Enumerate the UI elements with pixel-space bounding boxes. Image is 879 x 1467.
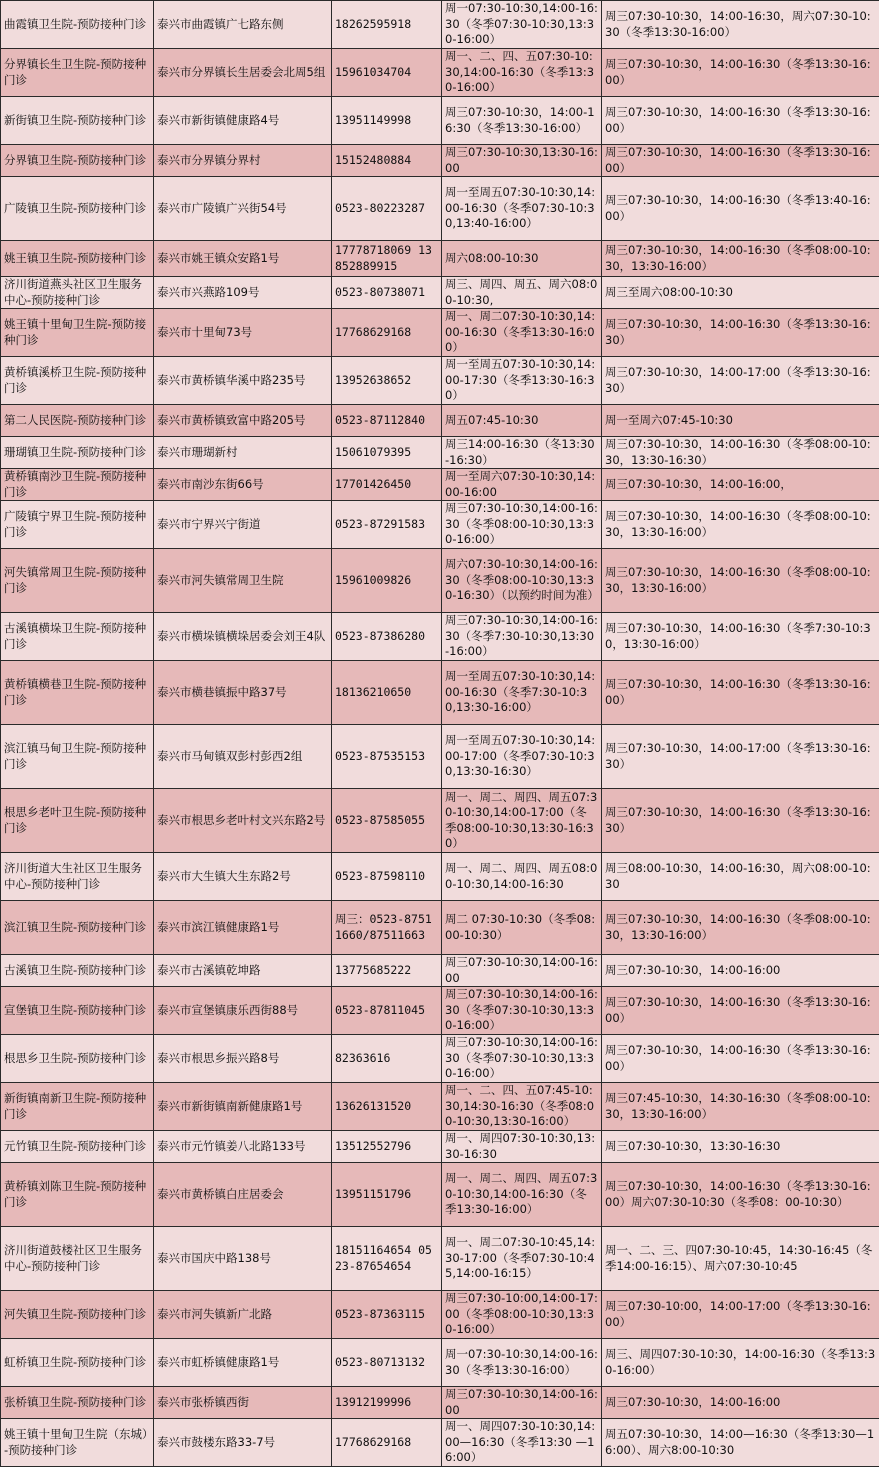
clinic-name-cell: 广陵镇宁界卫生院-预防接种门诊 xyxy=(1,501,154,549)
address-cell: 泰兴市横垛镇横垛居委会刘王4队 xyxy=(154,613,332,661)
hours2-cell: 周三07:30-10:30，14:00-16:30（冬季13:30-16:00） xyxy=(602,987,879,1035)
hours-cell: 周五07:45-10:30 xyxy=(442,405,602,437)
clinic-name-cell: 滨江镇马甸卫生院-预防接种门诊 xyxy=(1,725,154,789)
clinic-name-cell: 济川街道大生社区卫生服务中心-预防接种门诊 xyxy=(1,853,154,901)
hours-cell: 周一、二、四、五07:30-10:30,14:00-16:30（冬季13:30-16:00） xyxy=(442,49,602,97)
clinic-name-cell: 济川街道燕头社区卫生服务中心-预防接种门诊 xyxy=(1,277,154,309)
table-row xyxy=(1,725,879,789)
address-cell: 泰兴市黄桥镇致富中路205号 xyxy=(154,405,332,437)
hours-cell: 周三07:30-10:30，14:00-16:30（冬季13:30-16:00） xyxy=(442,97,602,145)
table-row xyxy=(1,901,879,955)
clinic-name-cell: 广陵镇卫生院-预防接种门诊 xyxy=(1,177,154,241)
table-row xyxy=(1,145,879,177)
table-row xyxy=(1,241,879,277)
clinic-name-cell: 古溪镇卫生院-预防接种门诊 xyxy=(1,955,154,987)
table-row xyxy=(1,1387,879,1419)
hours2-cell: 周三至周六08:00-10:30 xyxy=(602,277,879,309)
phone-cell: 13512552796 xyxy=(332,1131,442,1163)
phone-cell: 0523-87585055 xyxy=(332,789,442,853)
hours2-cell: 周三07:30-10:30，14:00-17:00（冬季13:30-16:30） xyxy=(602,357,879,405)
address-cell: 泰兴市大生镇大生东路2号 xyxy=(154,853,332,901)
address-cell: 泰兴市元竹镇姜八北路133号 xyxy=(154,1131,332,1163)
address-cell: 泰兴市古溪镇乾坤路 xyxy=(154,955,332,987)
clinic-name-cell: 分界镇长生卫生院-预防接种门诊 xyxy=(1,49,154,97)
phone-cell: 15961009826 xyxy=(332,549,442,613)
hours-cell: 周一、周四07:30-10:30,13:30-16:30 xyxy=(442,1131,602,1163)
hours-cell: 周三07:30-10:30,13:30-16:00 xyxy=(442,145,602,177)
phone-cell: 18262595918 xyxy=(332,1,442,49)
clinic-name-cell: 古溪镇横垛卫生院-预防接种门诊 xyxy=(1,613,154,661)
clinic-name-cell: 黄桥镇南沙卫生院-预防接种门诊 xyxy=(1,469,154,501)
table-row xyxy=(1,1291,879,1339)
hours2-cell: 周三07:30-10:30，14:00-16:30（冬季13:30-16:00） xyxy=(602,661,879,725)
clinic-name-cell: 黄桥镇溪桥卫生院-预防接种门诊 xyxy=(1,357,154,405)
address-cell: 泰兴市河失镇常周卫生院 xyxy=(154,549,332,613)
hours-cell: 周六07:30-10:30,14:00-16:30（冬季08:00-10:30,13:30-16:30）（以预约时间为准） xyxy=(442,549,602,613)
address-cell: 泰兴市黄桥镇华溪中路235号 xyxy=(154,357,332,405)
hours2-cell: 周三07:30-10:30，14:00-17:00（冬季13:30-16:30） xyxy=(602,725,879,789)
table-row xyxy=(1,1035,879,1083)
hours2-cell: 周三07:30-10:00，14:00-17:00（冬季13:30-16:00） xyxy=(602,1291,879,1339)
clinic-name-cell: 新街镇卫生院-预防接种门诊 xyxy=(1,97,154,145)
address-cell: 泰兴市马甸镇双彭村彭西2组 xyxy=(154,725,332,789)
hours-cell: 周一07:30-10:30,14:00-16:30（冬季07:30-10:30,13:30-16:00） xyxy=(442,1,602,49)
clinic-name-cell: 黄桥镇横巷卫生院-预防接种门诊 xyxy=(1,661,154,725)
hours2-cell: 周三07:30-10:30，14:00-16:30（冬季13:30-16:30） xyxy=(602,309,879,357)
hours-cell: 周三07:30-10:30,14:00-16:30（冬季08:00-10:30,13:30-16:00） xyxy=(442,501,602,549)
hours-cell: 周三14:00-16:30（冬13:30-16:30） xyxy=(442,437,602,469)
hours2-cell: 周一至周六07:45-10:30 xyxy=(602,405,879,437)
table-row xyxy=(1,97,879,145)
hours-cell: 周六08:00-10:30 xyxy=(442,241,602,277)
phone-cell: 13952638652 xyxy=(332,357,442,405)
clinic-name-cell: 河失镇卫生院-预防接种门诊 xyxy=(1,1291,154,1339)
address-cell: 泰兴市根思乡振兴路8号 xyxy=(154,1035,332,1083)
table-row xyxy=(1,1,879,49)
phone-cell: 17701426450 xyxy=(332,469,442,501)
hours2-cell: 周三07:45-10:30，14:30-16:30（冬季08:00-10:30，13:30-16:00） xyxy=(602,1083,879,1131)
hours2-cell: 周三07:30-10:30，14:00-16:30（冬季13:30-16:30） xyxy=(602,789,879,853)
hours-cell: 周一至周五07:30-10:30,14:00-17:00（冬季07:30-10:30,13:30-16:30） xyxy=(442,725,602,789)
hours2-cell: 周三07:30-10:30，14:00-16:30（冬季08:00-10:30，13:30-16:00） xyxy=(602,901,879,955)
table-row xyxy=(1,987,879,1035)
clinic-name-cell: 黄桥镇刘陈卫生院-预防接种门诊 xyxy=(1,1163,154,1227)
hours2-cell: 周三07:30-10:30，14:00-16:30（冬季08:00-10:30，13:30-16:00） xyxy=(602,501,879,549)
table-row xyxy=(1,501,879,549)
address-cell: 泰兴市宁界兴宁街道 xyxy=(154,501,332,549)
hours-cell: 周二 07:30-10:30（冬季08:00-10:30） xyxy=(442,901,602,955)
address-cell: 泰兴市十里甸73号 xyxy=(154,309,332,357)
address-cell: 泰兴市分界镇长生居委会北周5组 xyxy=(154,49,332,97)
hours-cell: 周一至周六07:30-10:30,14:00-16:00 xyxy=(442,469,602,501)
phone-cell: 15961034704 xyxy=(332,49,442,97)
clinic-name-cell: 根思乡老叶卫生院-预防接种门诊 xyxy=(1,789,154,853)
hours2-cell: 周三07:30-10:30，14:00-16:30，周六07:30-10:30（冬季13:30-16:00） xyxy=(602,1,879,49)
phone-cell: 0523-87535153 xyxy=(332,725,442,789)
phone-cell: 82363616 xyxy=(332,1035,442,1083)
hours-cell: 周一、周四07:30-10:30,14:00—16:30（冬季13:30 —16:00） xyxy=(442,1419,602,1467)
address-cell: 泰兴市分界镇分界村 xyxy=(154,145,332,177)
table-row xyxy=(1,789,879,853)
clinic-name-cell: 济川街道鼓楼社区卫生服务中心-预防接种门诊 xyxy=(1,1227,154,1291)
phone-cell: 0523-87386280 xyxy=(332,613,442,661)
address-cell: 泰兴市根思乡老叶村文兴东路2号 xyxy=(154,789,332,853)
phone-cell: 17778718069 13852889915 xyxy=(332,241,442,277)
address-cell: 泰兴市兴燕路109号 xyxy=(154,277,332,309)
phone-cell: 15152480884 xyxy=(332,145,442,177)
hours-cell: 周一、周二、周四、周五08:00-10:30,14:00-16:30 xyxy=(442,853,602,901)
hours-cell: 周一、周二07:30-10:30,14:00-16:30（冬季13:30-16:00） xyxy=(442,309,602,357)
clinic-name-cell: 曲霞镇卫生院-预防接种门诊 xyxy=(1,1,154,49)
phone-cell: 15061079395 xyxy=(332,437,442,469)
hours2-cell: 周三07:30-10:30，14:00-16:30（冬季08:00-10:30，13:30-16:30） xyxy=(602,437,879,469)
hours-cell: 周三、周四、周五、周六08:00-10:30, xyxy=(442,277,602,309)
address-cell: 泰兴市宣堡镇康乐西街88号 xyxy=(154,987,332,1035)
phone-cell: 0523-87598110 xyxy=(332,853,442,901)
hours-cell: 周三07:30-10:30,14:00-16:00 xyxy=(442,1387,602,1419)
hours2-cell: 周三07:30-10:30，14:00-16:30（冬季13:30-16:00） xyxy=(602,97,879,145)
hours-cell: 周一、二、四、五07:45-10:30,14:30-16:30（冬季08:00-10:30,13:30-16:00） xyxy=(442,1083,602,1131)
clinic-name-cell: 新街镇南新卫生院-预防接种门诊 xyxy=(1,1083,154,1131)
clinic-name-cell: 虹桥镇卫生院-预防接种门诊 xyxy=(1,1339,154,1387)
clinic-name-cell: 姚王镇十里甸卫生院（东城）-预防接种门诊 xyxy=(1,1419,154,1467)
table-row xyxy=(1,405,879,437)
address-cell: 泰兴市滨江镇健康路1号 xyxy=(154,901,332,955)
phone-cell: 13912199996 xyxy=(332,1387,442,1419)
table-row xyxy=(1,1339,879,1387)
phone-cell: 0523-80713132 xyxy=(332,1339,442,1387)
table-row xyxy=(1,309,879,357)
clinic-name-cell: 河失镇常周卫生院-预防接种门诊 xyxy=(1,549,154,613)
phone-cell: 17768629168 xyxy=(332,309,442,357)
hours2-cell: 周三07:30-10:30，14:00-16:30（冬季13:30-16:00） xyxy=(602,49,879,97)
address-cell: 泰兴市河失镇新广北路 xyxy=(154,1291,332,1339)
hours-cell: 周一、周二07:30-10:45,14:30-17:00（冬季07:30-10:45,14:00-16:15） xyxy=(442,1227,602,1291)
table-row xyxy=(1,1163,879,1227)
hours-cell: 周一、周二、周四、周五07:30-10:30,14:00-16:30（冬季13:30-16:00） xyxy=(442,1163,602,1227)
hours2-cell: 周三07:30-10:30，14:00-16:00 xyxy=(602,955,879,987)
table-row xyxy=(1,469,879,501)
hours2-cell: 周三07:30-10:30，14:00-16:30（冬季08:00-10:30，13:30-16:00） xyxy=(602,549,879,613)
hours-cell: 周三07:30-10:30,14:00-16:30（冬季07:30-10:30,13:30-16:00） xyxy=(442,1035,602,1083)
clinic-name-cell: 滨江镇卫生院-预防接种门诊 xyxy=(1,901,154,955)
clinic-name-cell: 元竹镇卫生院-预防接种门诊 xyxy=(1,1131,154,1163)
hours2-cell: 周三07:30-10:30，14:00-16:30（冬季08:00-10:30，13:30-16:00） xyxy=(602,241,879,277)
hours2-cell: 周五07:30-10:30，14:00—16:30（冬季13:30—16:00）、周六8:00-10:30 xyxy=(602,1419,879,1467)
phone-cell: 0523-87291583 xyxy=(332,501,442,549)
address-cell: 泰兴市鼓楼东路33-7号 xyxy=(154,1419,332,1467)
clinic-name-cell: 姚王镇十里甸卫生院-预防接种门诊 xyxy=(1,309,154,357)
clinic-table-body xyxy=(1,1,879,1467)
phone-cell: 17768629168 xyxy=(332,1419,442,1467)
address-cell: 泰兴市广陵镇广兴街54号 xyxy=(154,177,332,241)
table-row xyxy=(1,1419,879,1467)
phone-cell: 13951149998 xyxy=(332,97,442,145)
address-cell: 泰兴市南沙东街66号 xyxy=(154,469,332,501)
address-cell: 泰兴市横巷镇振中路37号 xyxy=(154,661,332,725)
hours2-cell: 周三07:30-10:30，14:00-16:30（冬季13:30-16:00） xyxy=(602,1035,879,1083)
hours-cell: 周三07:30-10:00,14:00-17:00（冬季08:00-10:30,13:30-16:00） xyxy=(442,1291,602,1339)
hours-cell: 周一、周二、周四、周五07:30-10:30,14:00-17:00（冬季08:00-10:30,13:30-16:30） xyxy=(442,789,602,853)
hours-cell: 周一至周五07:30-10:30,14:00-17:30（冬季13:30-16:30） xyxy=(442,357,602,405)
hours2-cell: 周一、二、三、四07:30-10:45，14:30-16:45（冬季14:00-16:15）、周六07:30-10:45 xyxy=(602,1227,879,1291)
hours-cell: 周三07:30-10:30,14:00-16:00 xyxy=(442,955,602,987)
phone-cell: 18151164654 0523-87654654 xyxy=(332,1227,442,1291)
hours2-cell: 周三08:00-10:30，14:00-16:30，周六08:00-10:30 xyxy=(602,853,879,901)
table-row xyxy=(1,277,879,309)
address-cell: 泰兴市新街镇南新健康路1号 xyxy=(154,1083,332,1131)
phone-cell: 周三：0523-87511660/87511663 xyxy=(332,901,442,955)
phone-cell: 13626131520 xyxy=(332,1083,442,1131)
hours-cell: 周三07:30-10:30,14:00-16:30（冬季7:30-10:30,13:30-16:00） xyxy=(442,613,602,661)
clinic-name-cell: 珊瑚镇卫生院-预防接种门诊 xyxy=(1,437,154,469)
phone-cell: 0523-87811045 xyxy=(332,987,442,1035)
address-cell: 泰兴市曲霞镇广七路东侧 xyxy=(154,1,332,49)
hours-cell: 周一至周五07:30-10:30,14:00-16:30（冬季7:30-10:30,13:30-16:00） xyxy=(442,661,602,725)
phone-cell: 0523-87112840 xyxy=(332,405,442,437)
table-row xyxy=(1,549,879,613)
address-cell: 泰兴市国庆中路138号 xyxy=(154,1227,332,1291)
hours-cell: 周一至周五07:30-10:30,14:00-16:30（冬季07:30-10:30,13:40-16:00） xyxy=(442,177,602,241)
table-row xyxy=(1,955,879,987)
phone-cell: 0523-80738071 xyxy=(332,277,442,309)
hours2-cell: 周三07:30-10:30，14:00-16:00 xyxy=(602,1387,879,1419)
address-cell: 泰兴市新街镇健康路4号 xyxy=(154,97,332,145)
hours2-cell: 周三07:30-10:30，13:30-16:30 xyxy=(602,1131,879,1163)
hours-cell: 周三07:30-10:30,14:00-16:30（冬季07:30-10:30,13:30-16:00） xyxy=(442,987,602,1035)
phone-cell: 0523-87363115 xyxy=(332,1291,442,1339)
hours2-cell: 周三07:30-10:30，14:00-16:00， xyxy=(602,469,879,501)
hours2-cell: 周三07:30-10:30，14:00-16:30（冬季13:30-16:00）周六07:30-10:30（冬季08：00-10:30） xyxy=(602,1163,879,1227)
table-row xyxy=(1,853,879,901)
table-row xyxy=(1,49,879,97)
clinic-name-cell: 第二人民医院-预防接种门诊 xyxy=(1,405,154,437)
hours2-cell: 周三07:30-10:30，14:00-16:30（冬季7:30-10:30，13:30-16:00） xyxy=(602,613,879,661)
address-cell: 泰兴市姚王镇众安路1号 xyxy=(154,241,332,277)
clinic-name-cell: 根思乡卫生院-预防接种门诊 xyxy=(1,1035,154,1083)
clinic-name-cell: 分界镇卫生院-预防接种门诊 xyxy=(1,145,154,177)
table-row xyxy=(1,1227,879,1291)
table-row xyxy=(1,437,879,469)
table-row xyxy=(1,357,879,405)
table-row xyxy=(1,177,879,241)
phone-cell: 13951151796 xyxy=(332,1163,442,1227)
phone-cell: 18136210650 xyxy=(332,661,442,725)
address-cell: 泰兴市张桥镇西街 xyxy=(154,1387,332,1419)
phone-cell: 13775685222 xyxy=(332,955,442,987)
table-row xyxy=(1,1083,879,1131)
table-row xyxy=(1,1131,879,1163)
table-row xyxy=(1,661,879,725)
address-cell: 泰兴市珊瑚新村 xyxy=(154,437,332,469)
hours2-cell: 周三07:30-10:30，14:00-16:30（冬季13:40-16:00） xyxy=(602,177,879,241)
address-cell: 泰兴市黄桥镇白庄居委会 xyxy=(154,1163,332,1227)
clinic-name-cell: 张桥镇卫生院-预防接种门诊 xyxy=(1,1387,154,1419)
clinic-name-cell: 宣堡镇卫生院-预防接种门诊 xyxy=(1,987,154,1035)
hours-cell: 周一07:30-10:30,14:00-16:30（冬季13:30-16:00） xyxy=(442,1339,602,1387)
clinic-name-cell: 姚王镇卫生院-预防接种门诊 xyxy=(1,241,154,277)
hours2-cell: 周三、周四07:30-10:30，14:00-16:30（冬季13:30-16:00） xyxy=(602,1339,879,1387)
address-cell: 泰兴市虹桥镇健康路1号 xyxy=(154,1339,332,1387)
hours2-cell: 周三07:30-10:30，14:00-16:30（冬季13:30-16:00） xyxy=(602,145,879,177)
phone-cell: 0523-80223287 xyxy=(332,177,442,241)
table-row xyxy=(1,613,879,661)
